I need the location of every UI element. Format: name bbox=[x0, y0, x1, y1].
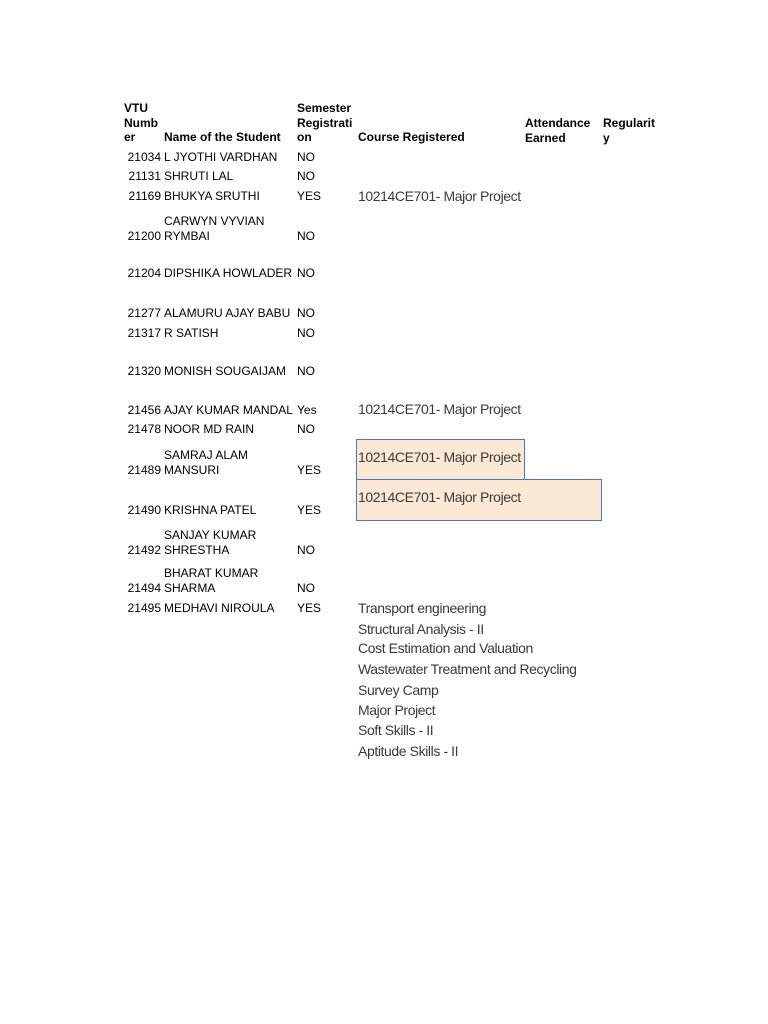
vtu-number-cell: 21490 bbox=[127, 503, 161, 517]
student-name-cell: L JYOTHI VARDHAN bbox=[164, 150, 278, 164]
registration-status-cell: NO bbox=[297, 169, 315, 183]
highlighted-attendance-cell bbox=[524, 479, 602, 521]
header-vtu-line: er bbox=[124, 130, 136, 144]
course-registered-cell: 10214CE701- Major Project bbox=[358, 401, 521, 417]
course-list-item: Aptitude Skills - II bbox=[358, 743, 459, 759]
vtu-number-cell: 21320 bbox=[127, 364, 161, 378]
header-regularity-line: y bbox=[603, 130, 610, 145]
registration-status-cell: NO bbox=[297, 229, 315, 243]
vtu-number-cell: 21200 bbox=[127, 229, 161, 243]
vtu-number-cell: 21478 bbox=[127, 422, 161, 436]
vtu-number-cell: 21131 bbox=[128, 169, 161, 183]
header-attendance-line: Attendance bbox=[525, 116, 591, 130]
vtu-number-cell: 21495 bbox=[127, 601, 161, 615]
vtu-number-cell: 21456 bbox=[127, 403, 161, 417]
registration-status-cell: NO bbox=[297, 364, 315, 378]
student-name-cell: CARWYN VYVIAN bbox=[164, 214, 265, 228]
course-list-item: Soft Skills - II bbox=[358, 722, 434, 738]
student-name-cell: MONISH SOUGAIJAM bbox=[164, 364, 287, 378]
header-attendance-earned bbox=[525, 116, 590, 145]
vtu-number-cell: 21277 bbox=[127, 306, 161, 320]
registration-status-cell: YES bbox=[297, 503, 322, 517]
registration-status-cell: Yes bbox=[297, 403, 317, 417]
student-name-cell: SHRESTHA bbox=[164, 543, 230, 557]
vtu-number-cell: 21489 bbox=[127, 463, 161, 477]
vtu-number-cell: 21317 bbox=[127, 326, 161, 340]
header-vtu-line: Numb bbox=[124, 115, 158, 130]
registration-status-cell: NO bbox=[297, 326, 315, 340]
header-vtu-line: VTU bbox=[124, 101, 148, 115]
student-name-cell: ALAMURU AJAY BABU bbox=[164, 306, 291, 320]
student-name-cell: SHARMA bbox=[164, 581, 216, 595]
course-list-item: Survey Camp bbox=[358, 682, 439, 698]
student-name-cell: MEDHAVI NIROULA bbox=[164, 601, 275, 615]
registration-status-cell: YES bbox=[297, 601, 322, 615]
student-name-cell: SHRUTI LAL bbox=[164, 169, 234, 183]
course-list-item: Cost Estimation and Valuation bbox=[358, 640, 533, 656]
registration-status-cell: NO bbox=[297, 306, 315, 320]
header-semester-registration bbox=[297, 101, 352, 145]
course-list-item: Wastewater Treatment and Recycling bbox=[358, 661, 577, 677]
header-course-registered: Course Registered bbox=[358, 130, 465, 144]
vtu-number-cell: 21492 bbox=[127, 543, 161, 557]
header-regularity-line: Regularit bbox=[603, 116, 656, 130]
header-student-name: Name of the Student bbox=[164, 130, 281, 144]
student-name-cell: KRISHNA PATEL bbox=[164, 503, 257, 517]
student-name-cell: R SATISH bbox=[164, 326, 219, 340]
student-name-cell: NOOR MD RAIN bbox=[164, 422, 254, 436]
registration-status-cell: NO bbox=[297, 543, 315, 557]
vtu-number-cell: 21204 bbox=[127, 266, 161, 280]
header-attendance-line: Earned bbox=[525, 130, 566, 145]
registration-status-cell: NO bbox=[297, 422, 315, 436]
student-name-cell: DIPSHIKA HOWLADER bbox=[164, 266, 293, 280]
vtu-number-cell: 21494 bbox=[127, 581, 161, 595]
registration-status-cell: NO bbox=[297, 266, 315, 280]
header-vtu-number bbox=[124, 101, 158, 145]
header-semester-line: on bbox=[297, 130, 312, 144]
registration-status-cell: YES bbox=[297, 463, 322, 477]
vtu-number-cell: 21169 bbox=[128, 189, 161, 203]
header-semester-line: Semester bbox=[297, 101, 352, 115]
student-name-cell: SAMRAJ ALAM bbox=[164, 448, 249, 462]
registration-status-cell: NO bbox=[297, 150, 315, 164]
student-name-cell: SANJAY KUMAR bbox=[164, 528, 257, 542]
header-semester-line: Registrati bbox=[297, 115, 353, 130]
vtu-number-cell: 21034 bbox=[127, 150, 161, 164]
course-list-item: Transport engineering bbox=[358, 600, 487, 616]
course-registered-cell: 10214CE701- Major Project bbox=[358, 489, 521, 505]
registration-status-cell: YES bbox=[297, 189, 322, 203]
student-name-cell: AJAY KUMAR MANDAL bbox=[164, 403, 293, 417]
course-list-item: Structural Analysis - II bbox=[358, 621, 484, 637]
student-name-cell: RYMBAI bbox=[164, 229, 210, 243]
course-registered-cell: 10214CE701- Major Project bbox=[358, 188, 521, 204]
course-registered-cell: 10214CE701- Major Project bbox=[358, 449, 521, 465]
student-name-cell: MANSURI bbox=[164, 463, 220, 477]
student-name-cell: BHARAT KUMAR bbox=[164, 566, 259, 580]
course-list-item: Major Project bbox=[358, 702, 436, 718]
header-regularity bbox=[603, 116, 655, 145]
registration-status-cell: NO bbox=[297, 581, 315, 595]
student-name-cell: BHUKYA SRUTHI bbox=[164, 189, 260, 203]
